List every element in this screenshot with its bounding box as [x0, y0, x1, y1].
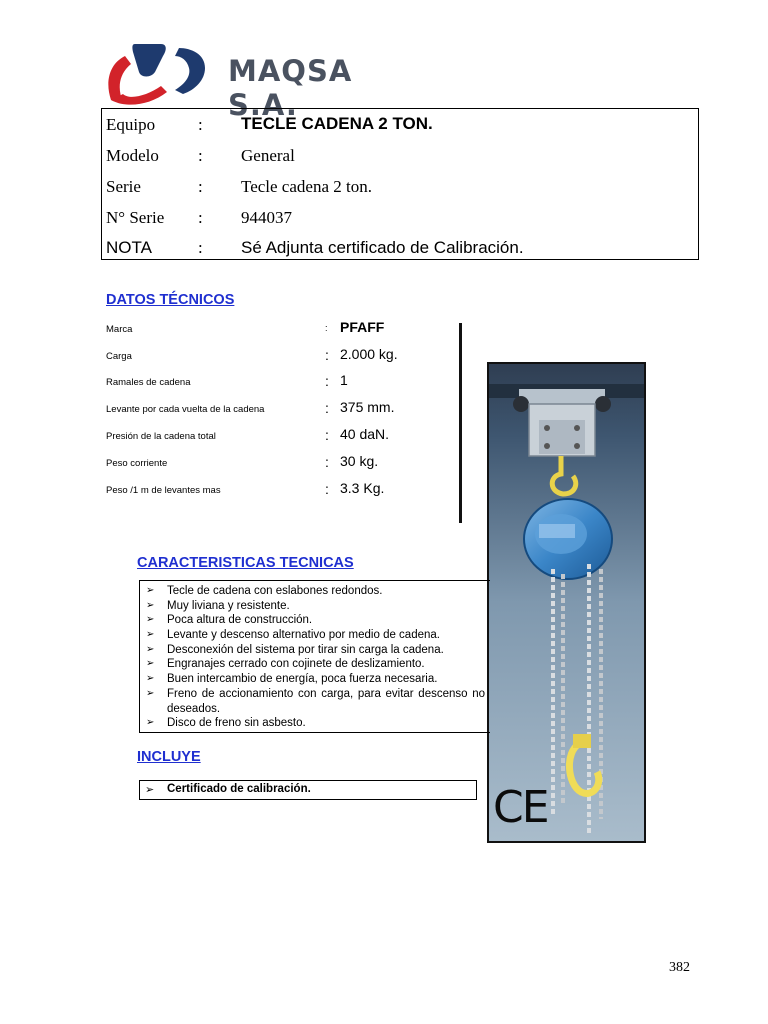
info-colon: :: [198, 238, 203, 257]
incluye-heading: INCLUYE: [137, 749, 201, 765]
spec-row-carga: [106, 345, 446, 369]
info-value: General: [241, 146, 295, 165]
spec-colon: :: [325, 400, 329, 416]
spec-row-peso-corriente: [106, 452, 446, 476]
chain-hoist-illustration: [489, 364, 644, 841]
info-label: Serie: [106, 177, 141, 196]
list-item-text: Certificado de calibración.: [167, 783, 311, 795]
spec-row-ramales: [106, 371, 446, 395]
spec-value: 40 daN.: [340, 426, 390, 442]
company-name: MAQSA S.A.: [228, 54, 353, 122]
info-value: 944037: [241, 208, 292, 227]
arrow-bullet-icon: ➢: [145, 784, 155, 796]
info-colon: :: [198, 115, 203, 134]
spec-colon: :: [325, 481, 329, 497]
info-colon: :: [198, 146, 203, 165]
info-colon: :: [198, 208, 203, 227]
arrow-bullet-icon: ➢: [146, 585, 155, 596]
spec-value: 2.000 kg.: [340, 346, 398, 362]
spec-colon: :: [325, 347, 329, 363]
info-label: N° Serie: [106, 208, 165, 227]
spec-value: 375 mm.: [340, 399, 395, 415]
arrow-bullet-icon: ➢: [146, 717, 155, 728]
info-row-numero-serie: [102, 204, 698, 235]
page-number: 382: [669, 960, 690, 975]
info-value: Sé Adjunta certificado de Calibración.: [241, 238, 524, 257]
arrow-bullet-icon: ➢: [146, 673, 155, 684]
info-value: TECLE CADENA 2 TON.: [241, 114, 433, 133]
spec-label: Ramales de cadena: [106, 377, 191, 388]
spec-label: Carga: [106, 351, 132, 362]
info-row-equipo: [102, 111, 698, 142]
info-row-nota: [102, 234, 698, 265]
equipment-info-box: [101, 108, 699, 260]
info-label: NOTA: [106, 238, 152, 257]
maqsa-logo-icon: [105, 42, 215, 106]
list-item-text: Tecle de cadena con eslabones redondos.: [167, 585, 383, 597]
spec-colon: :: [325, 373, 329, 389]
spec-row-levante: [106, 398, 446, 422]
caracteristicas-heading: CARACTERISTICAS TECNICAS: [137, 555, 354, 571]
spec-label: Peso /1 m de levantes mas: [106, 485, 221, 496]
info-colon: :: [198, 177, 203, 196]
spec-colon: :: [325, 454, 329, 470]
spec-label: Marca: [106, 324, 133, 335]
arrow-bullet-icon: ➢: [146, 629, 155, 640]
incluye-list: [139, 780, 477, 800]
spec-row-peso-metro: [106, 479, 446, 503]
list-item-text: Freno de accionamiento con carga, para evitar descenso no deseados.: [167, 688, 485, 715]
arrow-bullet-icon: ➢: [146, 600, 155, 611]
list-item-text: Poca altura de construcción.: [167, 614, 313, 626]
info-row-modelo: [102, 142, 698, 173]
list-item-text: Desconexión del sistema por tirar sin carga la cadena.: [167, 644, 444, 656]
list-item-text: Muy liviana y resistente.: [167, 600, 290, 612]
arrow-bullet-icon: ➢: [146, 644, 155, 655]
arrow-bullet-icon: ➢: [146, 688, 155, 699]
list-item-text: Buen intercambio de energía, poca fuerza necesaria.: [167, 673, 438, 685]
spec-value: 30 kg.: [340, 453, 379, 469]
vertical-divider: [459, 323, 462, 523]
spec-row-presion: [106, 425, 446, 449]
ce-mark: CE: [493, 782, 548, 833]
arrow-bullet-icon: ➢: [146, 658, 155, 669]
list-item-text: Engranajes cerrado con cojinete de deslizamiento.: [167, 658, 425, 670]
info-label: Equipo: [106, 115, 156, 134]
spec-row-marca: [106, 318, 446, 342]
list-item-text: Disco de freno sin asbesto.: [167, 717, 306, 729]
info-value: Tecle cadena 2 ton.: [241, 177, 372, 196]
caracteristicas-list: [139, 580, 490, 733]
company-logo: [105, 42, 425, 122]
list-item-text: Levante y descenso alternativo por medio de cadena.: [167, 629, 440, 641]
info-row-serie: [102, 173, 698, 204]
chain-hoist-photo: [487, 362, 646, 843]
spec-value: 1: [340, 372, 348, 388]
spec-label: Presión de la cadena total: [106, 431, 216, 442]
spec-colon: :: [325, 427, 329, 443]
spec-value: 3.3 Kg.: [340, 480, 385, 496]
spec-label: Peso corriente: [106, 458, 168, 469]
arrow-bullet-icon: ➢: [146, 614, 155, 625]
spec-value: PFAFF: [340, 319, 385, 335]
datos-tecnicos-heading: DATOS TÉCNICOS: [106, 292, 235, 308]
info-label: Modelo: [106, 146, 159, 165]
spec-colon: :: [325, 323, 328, 333]
spec-label: Levante por cada vuelta de la cadena: [106, 404, 265, 415]
